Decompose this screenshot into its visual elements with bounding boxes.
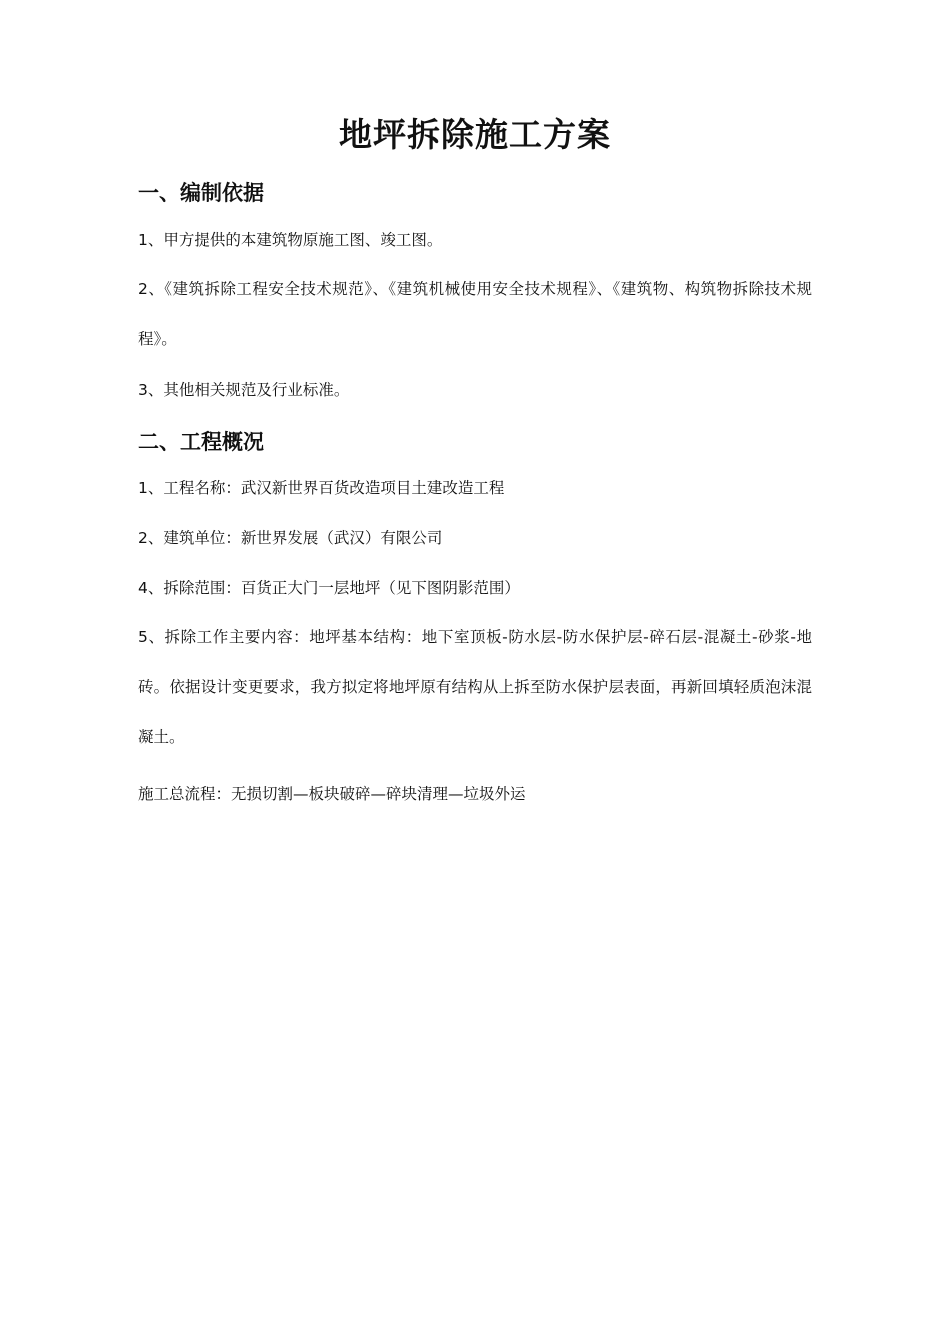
- overview-item-content: 5、拆除工作主要内容：地坪基本结构：地下室顶板-防水层-防水保护层-碎石层-混凝土-砂浆-地砖。依据设计变更要求，我方拟定将地坪原有结构从上拆至防水保护层表面，再新回填轻质泡沫混凝土。: [138, 628, 812, 746]
- basis-item-3: 3、其他相关规范及行业标准。: [138, 381, 350, 399]
- construction-flow: 施工总流程：无损切割—板块破碎—碎块清理—垃圾外运: [138, 785, 526, 803]
- basis-item-1: 1、甲方提供的本建筑物原施工图、竣工图。: [138, 231, 443, 249]
- section-heading-overview: 二、工程概况: [138, 430, 264, 454]
- basis-item-2: 2、《建筑拆除工程安全技术规范》、《建筑机械使用安全技术规程》、《建筑物、构筑物拆除技术规程》。: [138, 280, 812, 348]
- document-title: 地坪拆除施工方案: [339, 115, 611, 154]
- section-heading-basis: 一、编制依据: [138, 181, 264, 205]
- overview-item-name: 1、工程名称：武汉新世界百货改造项目土建改造工程: [138, 479, 505, 497]
- overview-item-unit: 2、建筑单位：新世界发展（武汉）有限公司: [138, 529, 443, 547]
- overview-item-scope: 4、拆除范围：百货正大门一层地坪（见下图阴影范围）: [138, 579, 520, 597]
